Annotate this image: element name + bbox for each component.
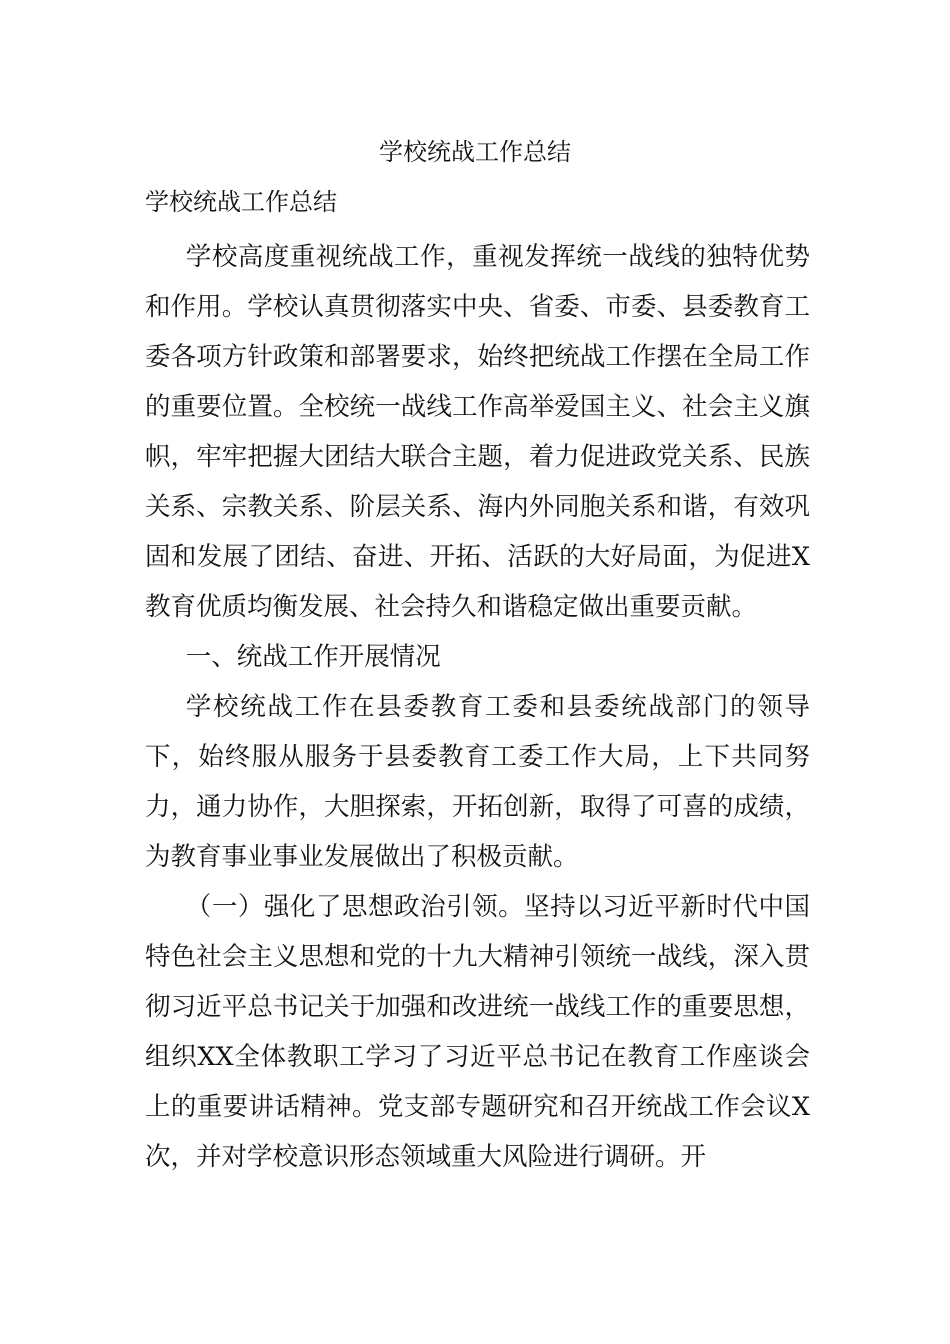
document-subtitle: 学校统战工作总结 [145, 188, 337, 216]
paragraph-intro: 学校高度重视统战工作，重视发挥统一战线的独特优势和作用。学校认真贯彻落实中央、省委、市委、县委教育工委各项方针政策和部署要求，始终把统战工作摆在全局工作的重要位置。全校统一战线工作高举爱国主义、社会主义旗帜，牢牢把握大团结大联合主题，着力促进政党关系、民族关系、宗教关系、阶层关系、海内外同胞关系和谐，有效巩固和发展了团结、奋进、开拓、活跃的大好局面，为促进X教育优质均衡发展、社会持久和谐稳定做出重要贡献。 [145, 242, 810, 622]
paragraph-item-1: （一）强化了思想政治引领。坚持以习近平新时代中国特色社会主义思想和党的十九大精神引领统一战线，深入贯彻习近平总书记关于加强和改进统一战线工作的重要思想，组织XX全体教职工学习了习近平总书记在教育工作座谈会上的重要讲话精神。党支部专题研究和召开统战工作会议X次，并对学校意识形态领域重大风险进行调研。开 [145, 892, 810, 1172]
section-heading: 一、统战工作开展情况 [185, 642, 441, 672]
document-title: 学校统战工作总结 [379, 138, 571, 166]
document-body [145, 232, 810, 1182]
paragraph-overview: 学校统战工作在县委教育工委和县委统战部门的领导下，始终服从服务于县委教育工委工作大局，上下共同努力，通力协作，大胆探索，开拓创新，取得了可喜的成绩，为教育事业事业发展做出了积极贡献。 [145, 692, 810, 872]
